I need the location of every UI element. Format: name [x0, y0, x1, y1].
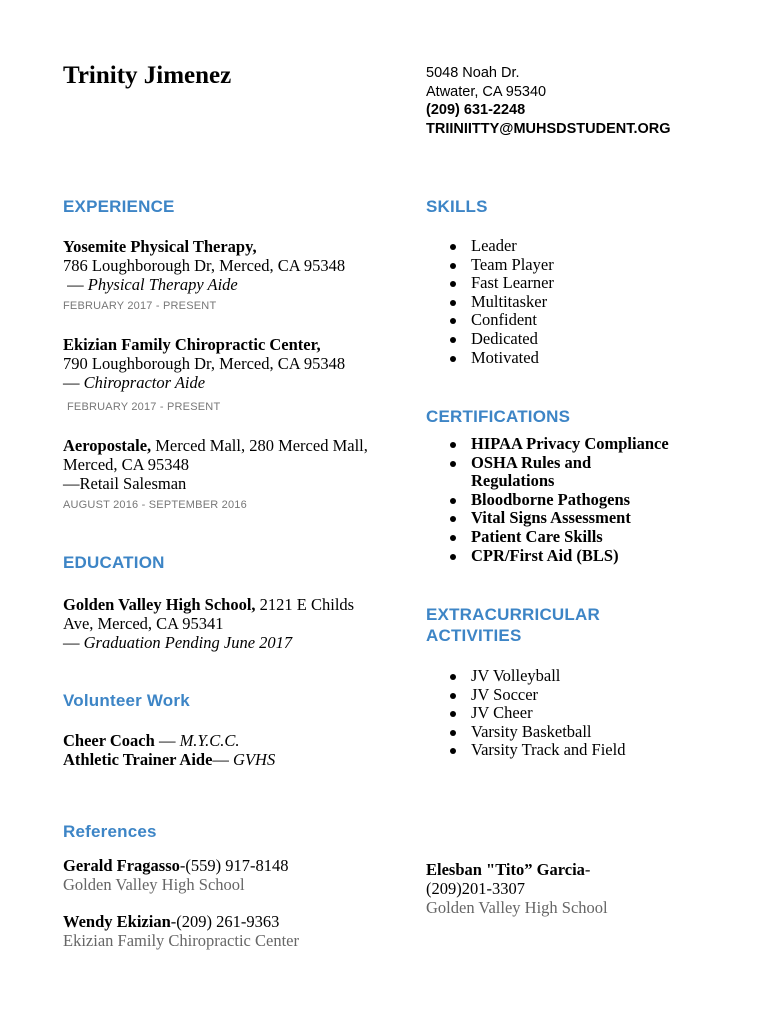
reference-contact — [63, 912, 393, 931]
education-entry — [63, 595, 381, 652]
volunteer-item — [63, 750, 393, 769]
list-item — [426, 435, 686, 454]
certification-label: Bloodborne Pathogens — [471, 489, 631, 509]
reference-name: Elesban "Tito” Garcia — [426, 860, 585, 879]
reference-contact — [426, 860, 726, 898]
resume-name: Trinity Jimenez — [63, 62, 232, 89]
volunteer-title: Athletic Trainer Aide — [63, 750, 213, 769]
volunteer-dash: — — [154, 731, 180, 750]
role-dash: — — [63, 373, 84, 392]
job-dates: FEBRUARY 2017 - PRESENT — [63, 300, 217, 312]
experience-entry — [63, 335, 393, 392]
job-role — [63, 275, 393, 294]
skill-label: Dedicated — [471, 328, 538, 348]
activity-label: JV Cheer — [471, 703, 533, 723]
activity-label: JV Soccer — [471, 684, 539, 704]
role-dash: — — [63, 275, 88, 294]
phone-number: (209) 631-2248 — [426, 102, 526, 118]
list-item — [426, 454, 601, 491]
volunteer-list — [63, 731, 393, 769]
reference-contact — [63, 856, 393, 875]
certifications-heading: CERTIFICATIONS — [426, 407, 571, 426]
school-line — [63, 595, 381, 633]
activity-label: JV Volleyball — [471, 666, 561, 685]
note-text: Graduation Pending June 2017 — [83, 633, 293, 652]
list-item — [426, 293, 726, 312]
experience-heading: EXPERIENCE — [63, 197, 175, 216]
list-item — [426, 509, 686, 528]
volunteer-item — [63, 731, 393, 750]
employer-address: 786 Loughborough Dr, Merced, CA 95348 — [63, 256, 346, 275]
school-address: 2121 E Childs Ave, Merced, CA 95341 — [63, 595, 355, 633]
list-item — [426, 311, 726, 330]
list-item — [426, 274, 726, 293]
bullet-icon — [450, 693, 456, 699]
list-item — [426, 723, 726, 742]
employer-name: Aeropostale, — [63, 436, 152, 455]
list-item — [426, 686, 726, 705]
list-item — [426, 667, 726, 686]
bullet-icon — [450, 300, 456, 306]
employer-address: 790 Loughborough Dr, Merced, CA 95348 — [63, 354, 346, 373]
bullet-icon — [450, 337, 456, 343]
bullet-icon — [450, 554, 456, 560]
bullet-icon — [450, 318, 456, 324]
address-line-2: Atwater, CA 95340 — [426, 83, 547, 100]
reference-org: Ekizian Family Chiropractic Center — [63, 931, 299, 950]
employer-address: Merced Mall, 280 Merced Mall, Merced, CA 95348 — [63, 436, 368, 474]
bullet-icon — [450, 748, 456, 754]
certifications-list — [426, 435, 686, 565]
certification-label: Vital Signs Assessment — [471, 508, 631, 528]
email-address: TRIINIITTY@MUHSDSTUDENT.ORG — [426, 120, 671, 137]
bullet-icon — [450, 356, 456, 362]
activity-label: Varsity Basketball — [471, 721, 592, 741]
reference-org: Golden Valley High School — [63, 875, 245, 894]
certification-label: HIPAA Privacy Compliance — [471, 434, 669, 453]
job-role — [63, 474, 381, 493]
bullet-icon — [450, 461, 456, 467]
volunteer-org: GVHS — [233, 750, 276, 769]
skill-label: Multitasker — [471, 291, 548, 311]
reference-org: Golden Valley High School — [426, 898, 608, 917]
education-heading: EDUCATION — [63, 553, 165, 572]
volunteer-title: Cheer Coach — [63, 731, 155, 750]
list-item — [426, 256, 726, 275]
activity-label: Varsity Track and Field — [471, 740, 626, 760]
reference-entry — [426, 860, 726, 917]
certification-label: OSHA Rules and Regulations — [471, 452, 592, 491]
skill-label: Confident — [471, 310, 537, 330]
skill-label: Motivated — [471, 347, 539, 367]
bullet-icon — [450, 244, 456, 250]
certification-label: Patient Care Skills — [471, 526, 603, 546]
volunteer-dash: — — [212, 750, 234, 769]
skill-label: Leader — [471, 236, 517, 255]
reference-phone: - (209)201-3307 — [426, 860, 591, 898]
employer-line — [63, 436, 381, 474]
bullet-icon — [450, 711, 456, 717]
extracurricular-heading: EXTRACURRICULAR ACTIVITIES — [426, 605, 600, 645]
skill-label: Team Player — [471, 254, 554, 274]
bullet-icon — [450, 498, 456, 504]
bullet-icon — [450, 263, 456, 269]
references-heading: References — [63, 822, 157, 841]
employer-name: Ekizian Family Chiropractic Center, — [63, 335, 321, 354]
note-dash: — — [63, 633, 84, 652]
skills-heading: SKILLS — [426, 197, 488, 216]
reference-entry — [63, 912, 393, 950]
volunteer-heading: Volunteer Work — [63, 691, 190, 710]
list-item — [426, 704, 726, 723]
role-title: Physical Therapy Aide — [87, 275, 238, 294]
address-line-1: 5048 Noah Dr. — [426, 65, 520, 81]
job-role — [63, 373, 393, 392]
reference-name: Wendy Ekizian — [63, 912, 171, 931]
skills-list — [426, 237, 726, 367]
extracurricular-list — [426, 667, 726, 760]
list-item — [426, 330, 726, 349]
reference-phone: -(559) 917-8148 — [179, 856, 289, 875]
certification-label: CPR/First Aid (BLS) — [471, 545, 619, 565]
graduation-note — [63, 633, 381, 652]
list-item — [426, 528, 686, 547]
experience-entry — [63, 237, 393, 294]
volunteer-org: M.Y.C.C. — [179, 731, 240, 750]
list-item — [426, 741, 726, 760]
reference-name: Gerald Fragasso — [63, 856, 180, 875]
employer-name: Yosemite Physical Therapy, — [63, 237, 257, 256]
job-dates: FEBRUARY 2017 - PRESENT — [67, 401, 221, 413]
contact-block — [426, 64, 671, 138]
bullet-icon — [450, 730, 456, 736]
list-item — [426, 491, 686, 510]
list-item — [426, 349, 726, 368]
bullet-icon — [450, 674, 456, 680]
skill-label: Fast Learner — [471, 273, 554, 293]
role-title: Chiropractor Aide — [83, 373, 206, 392]
role-dash: — — [63, 474, 80, 493]
school-name: Golden Valley High School, — [63, 595, 256, 614]
bullet-icon — [450, 281, 456, 287]
reference-entry — [63, 856, 393, 894]
experience-entry — [63, 436, 381, 493]
job-dates: AUGUST 2016 - SEPTEMBER 2016 — [63, 499, 247, 511]
list-item — [426, 547, 686, 566]
reference-phone: -(209) 261-9363 — [170, 912, 280, 931]
bullet-icon — [450, 516, 456, 522]
list-item — [426, 237, 726, 256]
role-title: Retail Salesman — [79, 474, 187, 493]
bullet-icon — [450, 442, 456, 448]
bullet-icon — [450, 535, 456, 541]
